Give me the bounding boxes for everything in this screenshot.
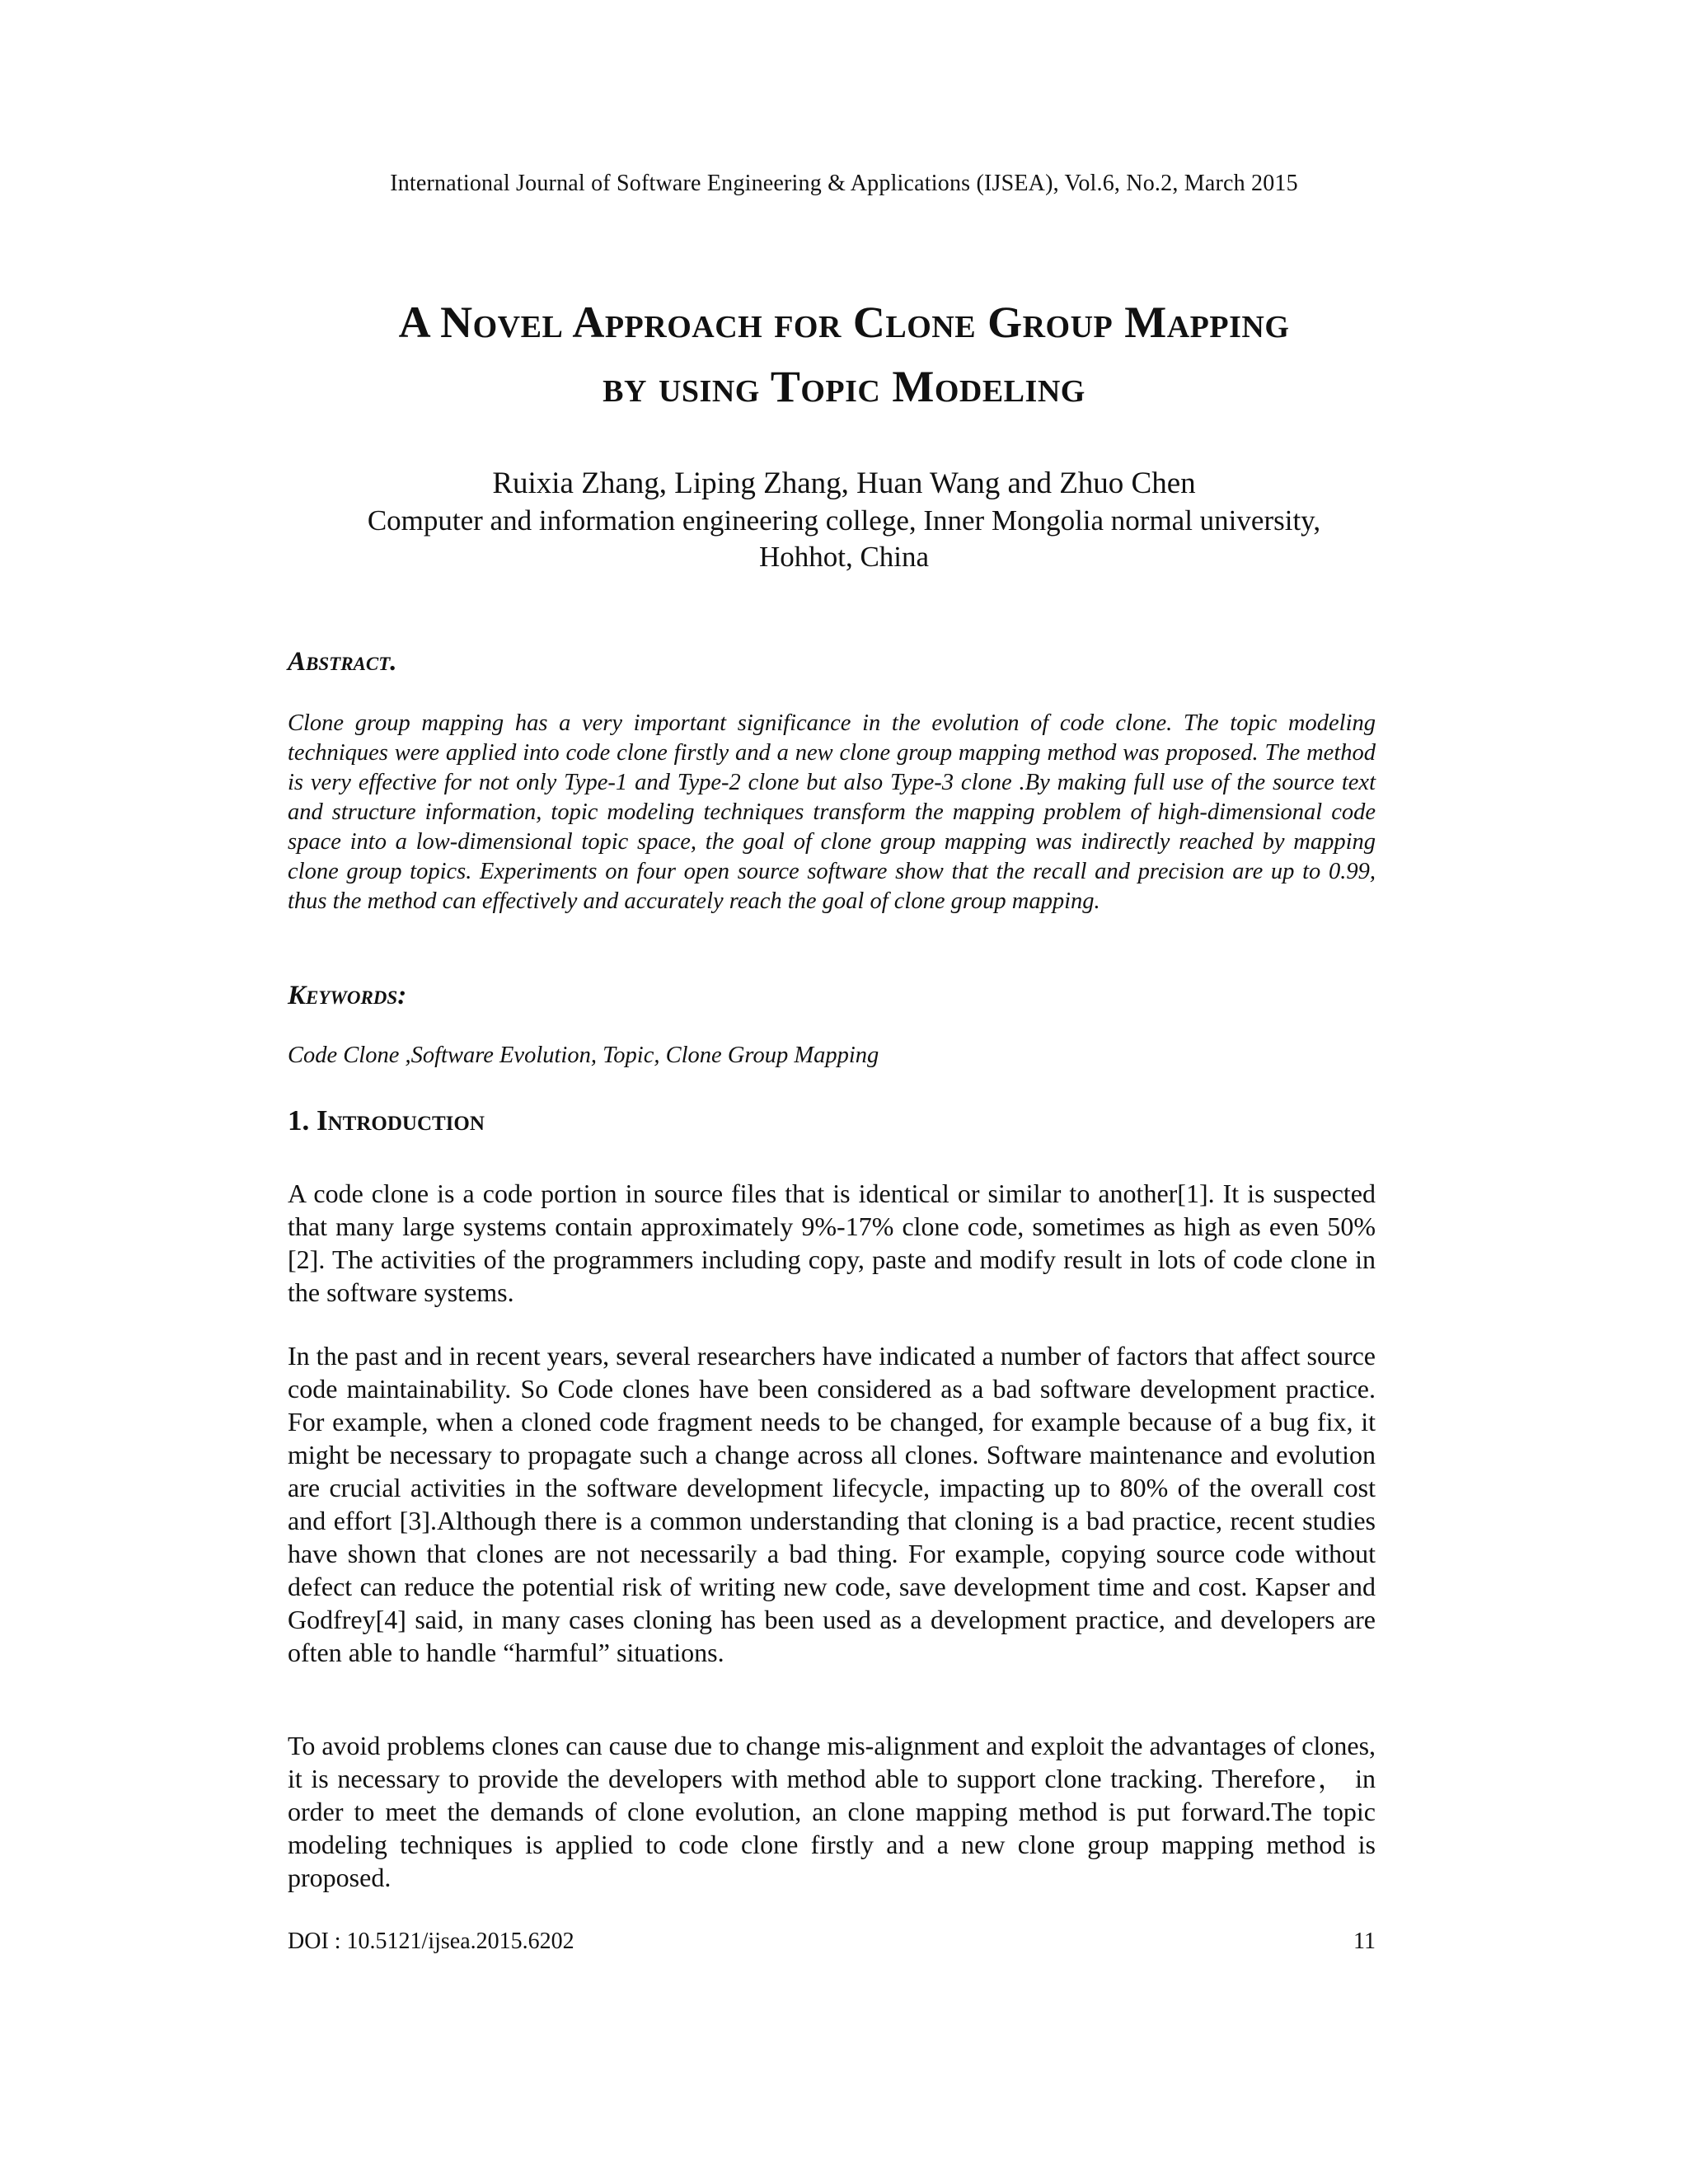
- running-header: International Journal of Software Engineering & Applications (IJSEA), Vol.6, No.2, March 2015: [390, 171, 1298, 196]
- keywords-heading: Keywords:: [288, 981, 407, 1010]
- abstract-text: Clone group mapping has a very important significance in the evolution of code clone. The topic modeling techniques were applied into code clone firstly and a new clone group mapping method was proposed. The method is very effective for not only Type-1 and Type-2 clone but also Type-3 clone .By making full use of the source text and structure information, topic modeling techniques transform the mapping problem of high-dimensional code space into a low-dimensional topic space, the goal of clone group mapping was indirectly reached by mapping clone group topics. Experiments on four open source software show that the recall and precision are up to 0.99, thus the method can effectively and accurately reach the goal of clone group mapping.: [288, 710, 1376, 914]
- abstract-heading: Abstract.: [288, 647, 397, 677]
- author-list: Ruixia Zhang, Liping Zhang, Huan Wang and Zhuo Chen: [492, 466, 1196, 500]
- keywords-text: Code Clone ,Software Evolution, Topic, Clone Group Mapping: [288, 1043, 879, 1068]
- introduction-heading: 1. Introduction: [288, 1104, 485, 1137]
- paper-title-line-1: A Novel Approach for Clone Group Mapping: [398, 298, 1290, 347]
- paper-title-line-2: by using Topic Modeling: [603, 362, 1085, 411]
- page-number: 11: [1353, 1929, 1376, 1954]
- paper-title: [247, 290, 1441, 419]
- affiliation: [0, 503, 1688, 575]
- introduction-paragraph-3: To avoid problems clones can cause due to change mis-alignment and exploit the advantages of clones, it is necessary to provide the developers with method able to support clone tracking. Therefore， in order to meet the demands of clone evolution, an clone mapping method is put forward.The topic modeling techniques is applied to code clone firstly and a new clone group mapping method is proposed.: [288, 1731, 1376, 1892]
- introduction-paragraph-1: A code clone is a code portion in source files that is identical or similar to another[1]. It is suspected that many large systems contain approximately 9%-17% clone code, sometimes as high as even 50%[2]. The activities of the programmers including copy, paste and modify result in lots of code clone in the software systems.: [288, 1179, 1376, 1307]
- doi-link[interactable]: DOI : 10.5121/ijsea.2015.6202: [288, 1929, 574, 1954]
- introduction-paragraph-2: In the past and in recent years, several researchers have indicated a number of factors that affect source code maintainability. So Code clones have been considered as a bad software development practice. For example, when a cloned code fragment needs to be changed, for example because of a bug fix, it might be necessary to propagate such a change across all clones. Software maintenance and evolution are crucial activities in the software development lifecycle, impacting up to 80% of the overall cost and effort [3].Although there is a common understanding that cloning is a bad practice, recent studies have shown that clones are not necessarily a bad thing. For example, copying source code without defect can reduce the potential risk of writing new code, save development time and cost. Kapser and Godfrey[4] said, in many cases cloning has been used as a development practice, and developers are often able to handle “harmful” situations.: [288, 1341, 1376, 1667]
- affiliation-line-2: Hohhot, China: [758, 541, 930, 573]
- affiliation-line-1: Computer and information engineering college, Inner Mongolia normal university,: [367, 504, 1321, 537]
